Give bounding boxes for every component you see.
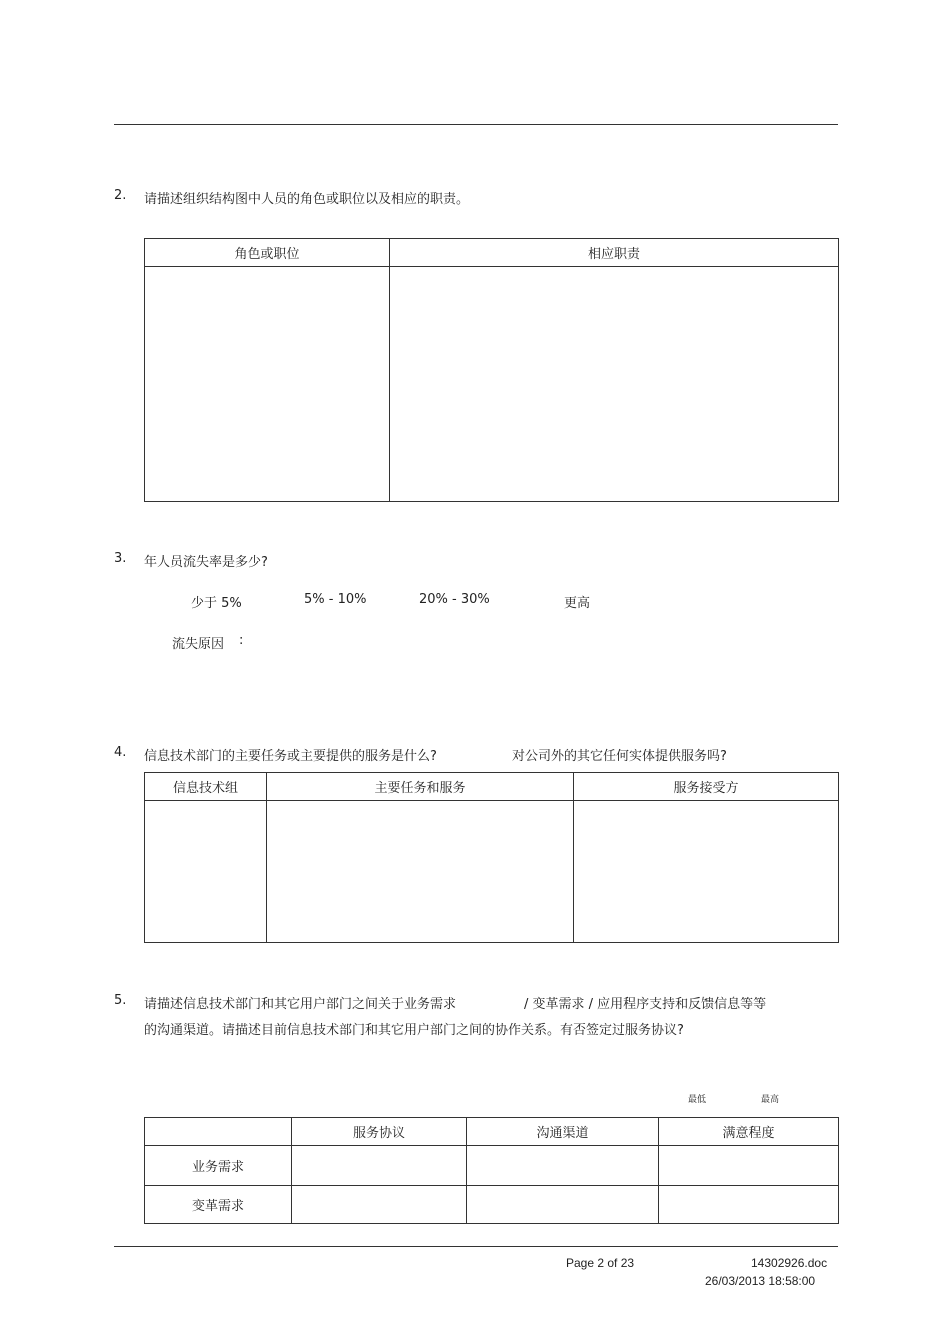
file-name: 14302926.doc xyxy=(751,1256,828,1270)
it-services-cell-tasks[interactable] xyxy=(267,801,574,943)
header-rule xyxy=(114,124,838,125)
question-5-line1b: / 变革需求 / 应用程序支持和反馈信息等等 xyxy=(524,997,767,1012)
question-3-number: 3. xyxy=(114,551,127,566)
communication-cell[interactable] xyxy=(292,1186,467,1224)
footer-rule xyxy=(114,1246,838,1247)
scale-high-label: 最高 xyxy=(761,1095,780,1105)
communication-header-blank xyxy=(145,1118,292,1146)
question-5-number: 5. xyxy=(114,993,127,1008)
communication-header-agreement: 服务协议 xyxy=(292,1118,467,1146)
question-5-line2: 的沟通渠道。请描述目前信息技术部门和其它用户部门之间的协作关系。有否签定过服务协议? xyxy=(144,1023,684,1038)
communication-cell[interactable] xyxy=(292,1146,467,1186)
communication-cell[interactable] xyxy=(467,1186,659,1224)
communication-cell[interactable] xyxy=(659,1186,839,1224)
question-4-text-2: 对公司外的其它任何实体提供服务吗? xyxy=(512,749,727,764)
roles-table-header-role: 角色或职位 xyxy=(145,239,390,267)
question-2-text: 请描述组织结构图中人员的角色或职位以及相应的职责。 xyxy=(144,192,470,207)
it-services-header-group: 信息技术组 xyxy=(145,773,267,801)
communication-cell[interactable] xyxy=(659,1146,839,1186)
scale-low-label: 最低 xyxy=(688,1095,707,1105)
turnover-option-3[interactable]: 20% - 30% xyxy=(419,592,490,607)
question-3-text: 年人员流失率是多少? xyxy=(144,555,268,570)
it-services-header-recipient: 服务接受方 xyxy=(574,773,839,801)
roles-table xyxy=(144,238,839,502)
turnover-option-2[interactable]: 5% - 10% xyxy=(304,592,367,607)
page-number: Page 2 of 23 xyxy=(566,1256,635,1270)
question-5-line1a: 请描述信息技术部门和其它用户部门之间关于业务需求 xyxy=(144,997,457,1012)
it-services-header-tasks: 主要任务和服务 xyxy=(267,773,574,801)
question-2-number: 2. xyxy=(114,188,127,203)
roles-table-cell-role[interactable] xyxy=(145,267,390,502)
it-services-cell-group[interactable] xyxy=(145,801,267,943)
roles-table-header-duty: 相应职责 xyxy=(390,239,839,267)
communication-table xyxy=(144,1117,839,1224)
print-datetime: 26/03/2013 18:58:00 xyxy=(705,1274,816,1288)
communication-row-label-business: 业务需求 xyxy=(145,1146,292,1186)
question-4-text: 信息技术部门的主要任务或主要提供的服务是什么? xyxy=(144,749,437,764)
turnover-reason-colon: : xyxy=(239,633,244,648)
turnover-reason-label: 流失原因 xyxy=(172,637,225,652)
roles-table-cell-duty[interactable] xyxy=(390,267,839,502)
communication-cell[interactable] xyxy=(467,1146,659,1186)
communication-header-channel: 沟通渠道 xyxy=(467,1118,659,1146)
it-services-table xyxy=(144,772,839,943)
communication-header-satisfaction: 满意程度 xyxy=(659,1118,839,1146)
turnover-option-1[interactable]: 少于 5% xyxy=(191,596,242,611)
question-4-number: 4. xyxy=(114,745,127,760)
it-services-cell-recipient[interactable] xyxy=(574,801,839,943)
communication-row-label-change: 变革需求 xyxy=(145,1186,292,1224)
turnover-option-4[interactable]: 更高 xyxy=(564,596,591,611)
